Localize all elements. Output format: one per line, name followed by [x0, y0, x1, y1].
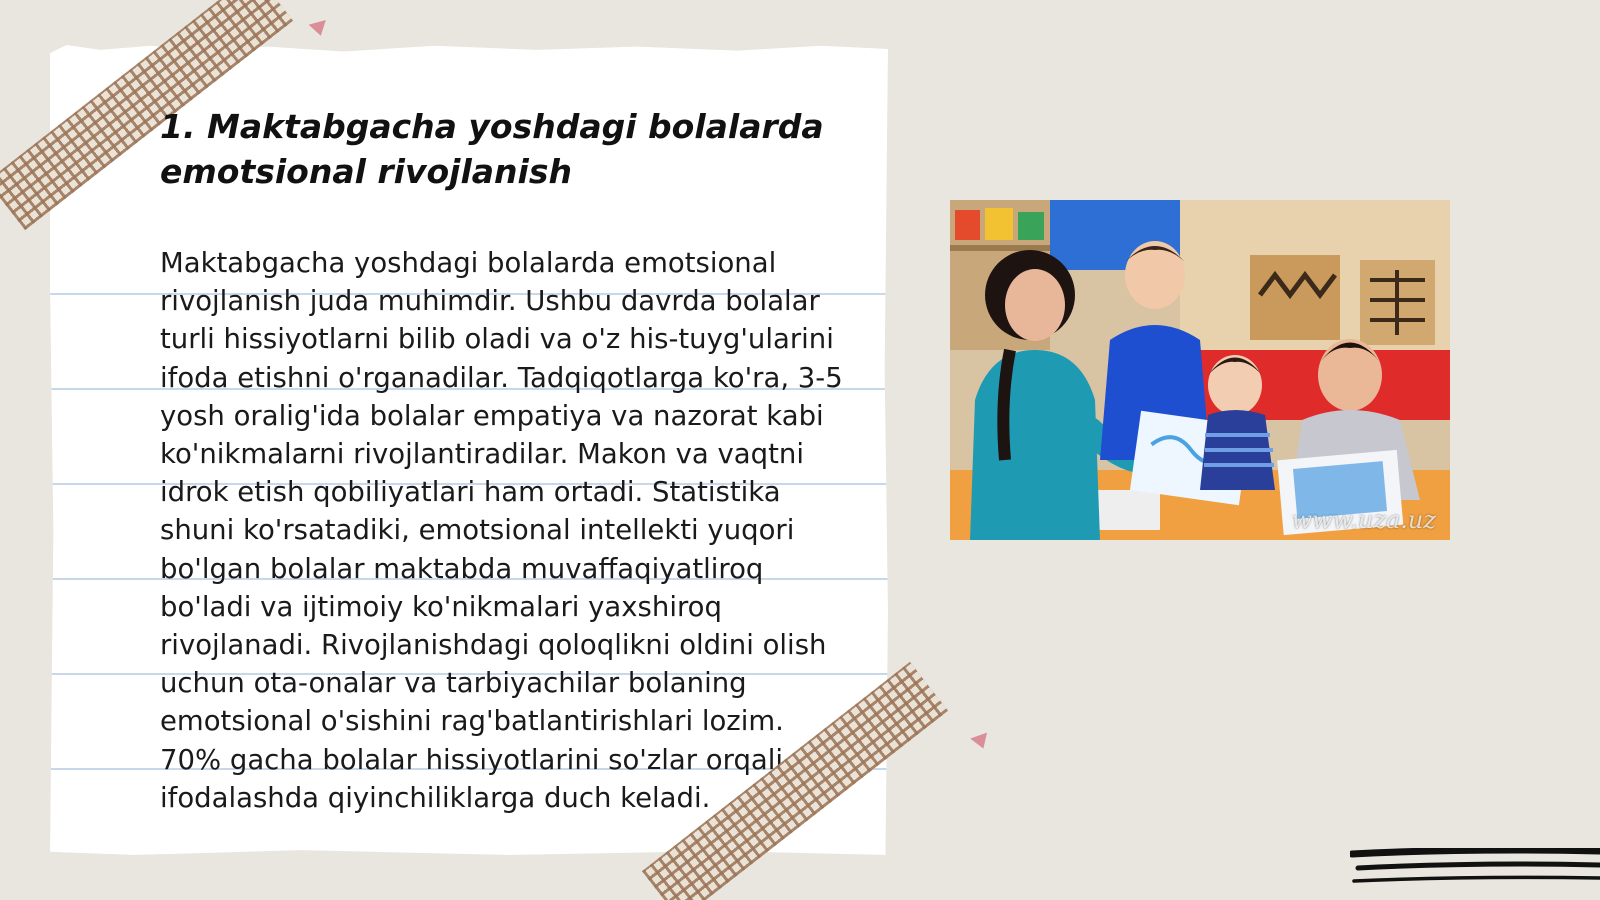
- photo-watermark: www.uza.uz: [1291, 506, 1436, 534]
- tape-tip-top: [308, 20, 329, 38]
- classroom-photo-illustration: [950, 200, 1450, 540]
- slide-title: 1. Maktabgacha yoshdagi bolalarda emotsional rivojlanish: [160, 107, 824, 191]
- tape-tip-bottom: [970, 732, 992, 751]
- brush-strokes: [1350, 848, 1600, 888]
- slide-body-text: Maktabgacha yoshdagi bolalarda emotsional rivojlanish juda muhimdir. Ushbu davrda bolalar turli hissiyotlarni bilib oladi va o'z his-tuyg'ularini ifoda etishni o'rganadilar. Tadqiqotlarga ko'ra, 3-5 yosh oralig'ida bolalar empatiya va nazorat kabi ko'nikmalarni rivojlantiradilar. Makon va vaqtni idrok etish qobiliyatlari ham ortadi. Statistika shuni ko'rsatadiki, emotsional intellekti yuqori bo'lgan bolalar maktabda muvaffaqiyatliroq bo'ladi va ijtimoiy ko'nikmalari yaxshiroq rivojlanadi. Rivojlanishdagi qoloqlikni oldini olish uchun ota-onalar va tarbiyachilar bolaning emotsional o'sishini rag'batlantirishlari lozim. 70% gacha bolalar hissiyotlarini so'zlar orqali ifodalashda qiyinchiliklarga duch keladi.: [160, 247, 843, 814]
- classroom-photo: [950, 200, 1450, 540]
